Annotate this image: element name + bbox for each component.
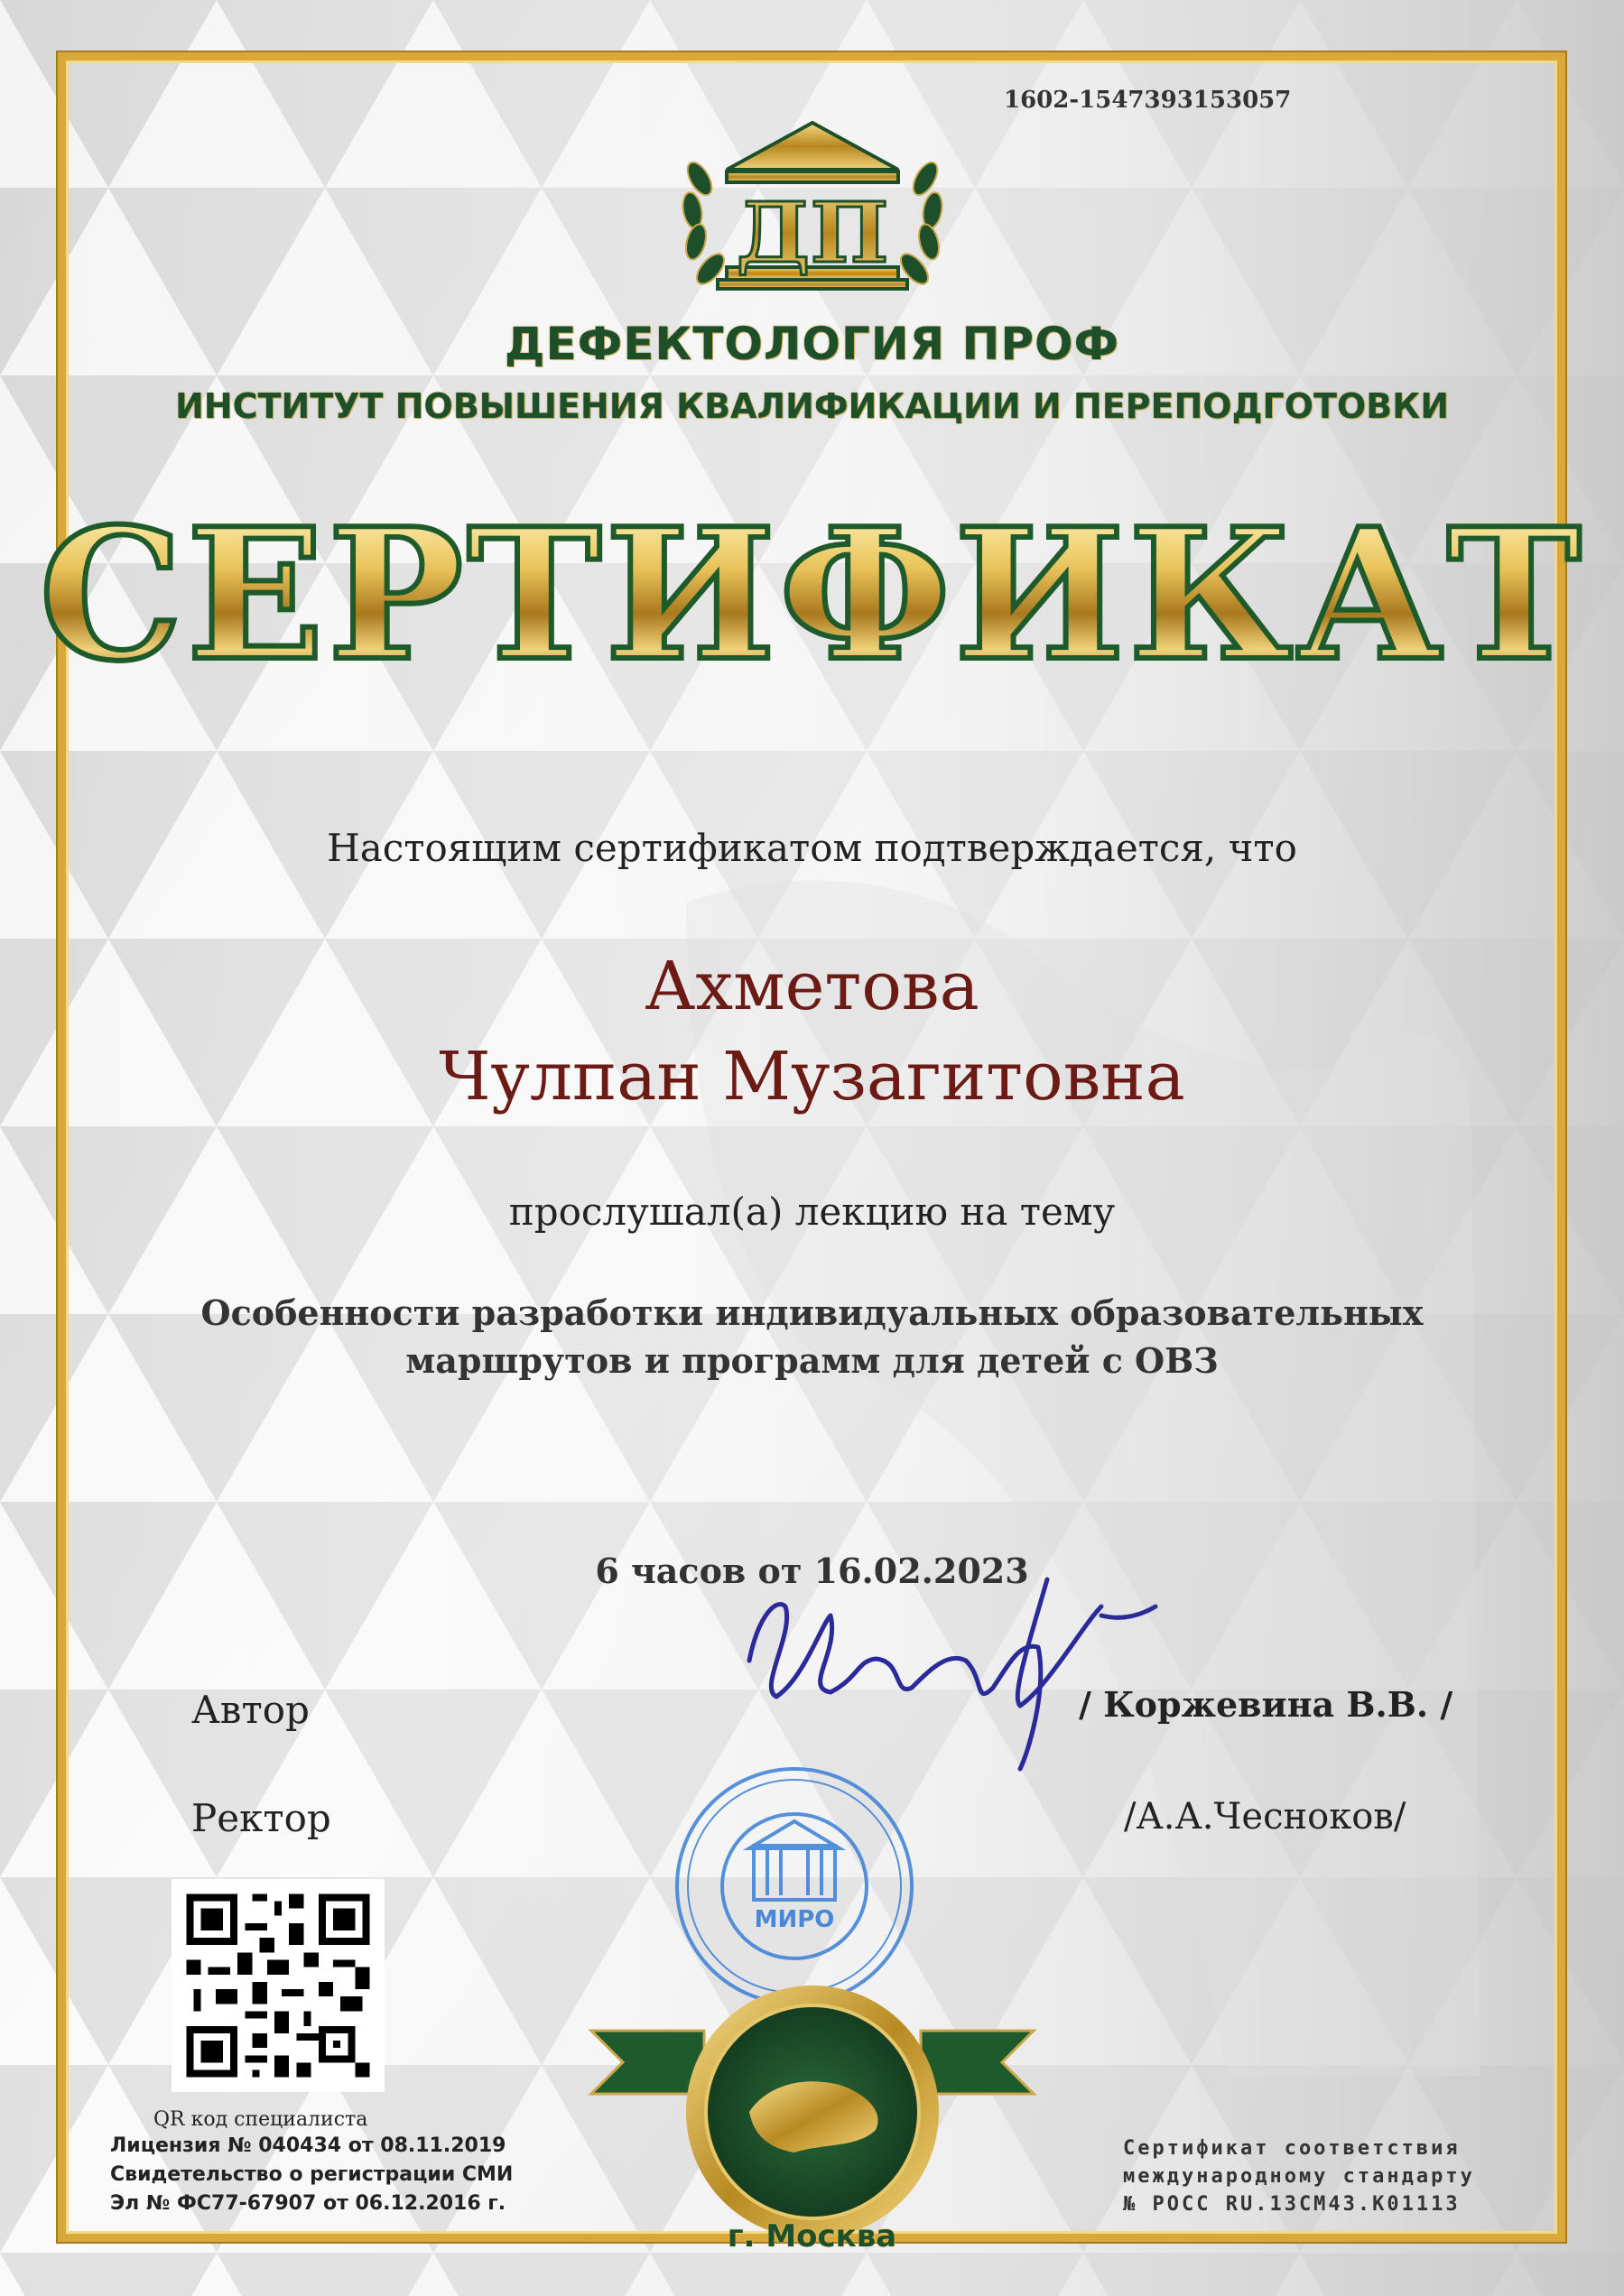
lecture-topic [181,1289,1443,1384]
rector-name: /А.А.Чесноков/ [1124,1796,1406,1838]
organization-subtitle: ИНСТИТУТ ПОВЫШЕНИЯ КВАЛИФИКАЦИИ И ПЕРЕПОДГОТОВКИ [175,386,1449,426]
license-line-1: Лицензия № 040434 от 08.11.2019 [110,2134,506,2157]
qr-caption: QR код специалиста [153,2108,368,2131]
license-info [110,2132,513,2218]
rector-label: Ректор [191,1796,331,1840]
signature-image [722,1552,1174,1787]
lecture-topic-line-2: маршрутов и программ для детей с ОВЗ [405,1340,1219,1382]
confirm-text: Настоящим сертификатом подтверждается, что [327,826,1297,870]
license-line-2: Свидетельство о регистрации СМИ [110,2162,514,2186]
recipient-surname: Ахметова [645,948,979,1025]
conformity-line-3: № РОСС RU.13CM43.K01113 [1123,2192,1461,2216]
hours-date: 6 часов от 16.02.2023 [595,1551,1029,1591]
institute-logo-icon [673,116,952,296]
conformity-info [1123,2135,1475,2218]
lecture-topic-line-1: Особенности разработки индивидуальных образовательных [200,1292,1424,1333]
author-label: Автор [191,1688,310,1732]
organization-name: ДЕФЕКТОЛОГИЯ ПРОФ [504,318,1120,370]
license-line-3: Эл № ФС77-67907 от 06.12.2016 г. [110,2191,506,2215]
svg-text:МИРО: МИРО [754,1906,835,1933]
svg-text:ДП: ДП [736,184,889,282]
author-name: / Коржевина В.В. / [1079,1684,1453,1725]
institute-stamp-icon [668,1760,921,2013]
certificate-title: СЕРТИФИКАТ [0,505,1624,686]
recipient-name: Чулпан Музагитовна [439,1038,1185,1116]
conformity-line-2: международному стандарту [1123,2164,1475,2188]
certificate-number: 1602-1547393153057 [1004,87,1292,114]
lecture-intro: прослушал(а) лекцию на тему [508,1190,1116,1234]
conformity-line-1: Сертификат соответствия [1123,2137,1461,2160]
city-label: г. Москва [727,2218,897,2254]
qr-code-image [172,1879,385,2092]
